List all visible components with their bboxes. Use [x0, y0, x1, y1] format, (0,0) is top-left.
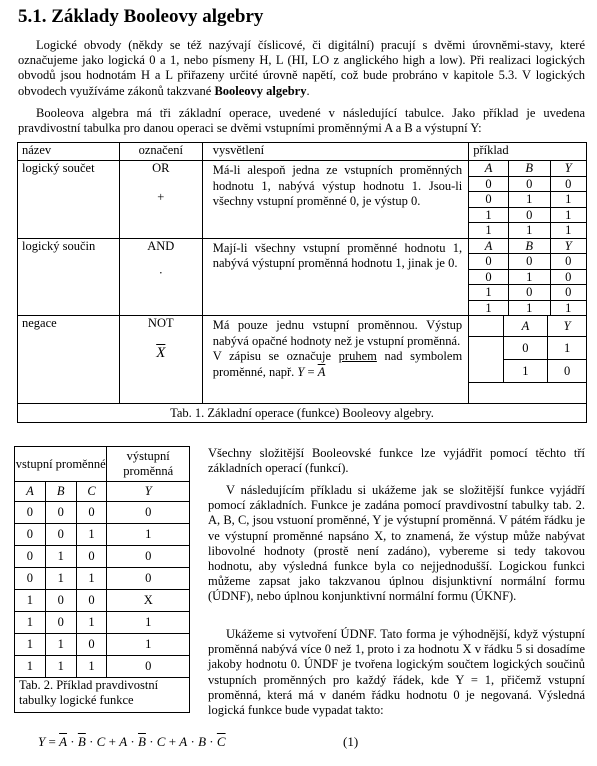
op-symbol-text: OR: [152, 161, 170, 175]
formula-var: $\overline{B}$: [77, 734, 86, 749]
ex-cell: 0: [550, 176, 586, 192]
formula-var: B: [198, 734, 207, 749]
truth-cell: 0: [76, 590, 107, 612]
op-description: Má-li alespoň jedna ze vstupních proměnných hodnotu 1, nabývá výstup hodnotu 1. Jsou-li všechny vstupní proměnné 0, je výstup 0.: [202, 161, 468, 239]
truth-cell: 1: [76, 612, 107, 634]
truth-cell: 0: [45, 590, 76, 612]
truth-col-header: C: [76, 482, 107, 502]
truth-cell: 0: [107, 546, 190, 568]
truth-cell: 0: [107, 656, 190, 678]
ex-cell: 1: [508, 269, 550, 285]
ex-cell: 1: [550, 207, 586, 223]
truth-cell: 0: [45, 612, 76, 634]
operations-table: [17, 142, 587, 423]
ex-head: B: [508, 239, 550, 254]
truth-cell: 1: [107, 612, 190, 634]
ex-cell: 1: [508, 300, 550, 315]
not-example-table: [469, 316, 586, 403]
op-description: [202, 316, 468, 404]
ex-cell: 0: [469, 254, 508, 270]
ops-row-and: [18, 238, 587, 316]
truth-cell: 0: [76, 546, 107, 568]
truth-cell: X: [107, 590, 190, 612]
ops-header-name: název: [18, 143, 120, 161]
formula-op: ·: [127, 734, 138, 749]
op-symbol-sign: ·: [158, 265, 163, 280]
ex-cell: 0: [469, 269, 508, 285]
ops-row-not: [18, 316, 587, 404]
formula-var: A: [119, 734, 128, 749]
ex-head: Y: [550, 161, 586, 176]
formula-op: ·: [67, 734, 78, 749]
ex-cell: 0: [469, 192, 508, 208]
truth-cell: 1: [107, 634, 190, 656]
truth-cell: 1: [45, 546, 76, 568]
page-title: 5.1. Základy Booleovy algebry: [18, 6, 264, 27]
truth-group-output: výstupní proměnná: [107, 447, 190, 482]
formula-var: Y: [38, 734, 46, 749]
formula-var: A: [179, 734, 188, 749]
op-symbol-sign: +: [157, 190, 165, 204]
op-desc-var: Y: [297, 364, 305, 379]
ex-cell: 0: [503, 337, 547, 360]
ex-cell: 0: [548, 360, 586, 383]
op-name: logický součin: [18, 238, 120, 316]
truth-table: [14, 446, 190, 713]
op-description: Mají-li všechny vstupní proměnné hodnotu 1, nabývá výstupní proměnná hodnotu 1, jinak je 0.: [202, 238, 468, 316]
truth-cell: 1: [45, 634, 76, 656]
formula-var: $\overline{A}$: [59, 734, 68, 749]
ex-cell: 0: [550, 254, 586, 270]
truth-cell: 0: [15, 502, 46, 524]
formula-var: C: [96, 734, 106, 749]
ops-header-symbol: označení: [119, 143, 202, 161]
op-symbol-sign: $\overline{X}$: [156, 345, 166, 361]
ex-head: Y: [548, 316, 586, 337]
truth-cell: 0: [76, 634, 107, 656]
intro-end: .: [306, 83, 310, 98]
ex-cell: 0: [469, 176, 508, 192]
truth-cell: 0: [15, 524, 46, 546]
formula-op: =: [45, 734, 60, 749]
ops-header-desc: vysvětlení: [202, 143, 468, 161]
truth-cell: 1: [76, 656, 107, 678]
truth-col-header: Y: [107, 482, 190, 502]
truth-cell: 0: [107, 502, 190, 524]
ex-cell: 0: [508, 254, 550, 270]
op-example: [469, 161, 587, 239]
truth-cell: 0: [15, 546, 46, 568]
ex-cell: 1: [469, 300, 508, 315]
ex-cell: 1: [548, 337, 586, 360]
op-example: [469, 238, 587, 316]
intro-bold: Booleovy algebry: [214, 83, 307, 98]
truth-cell: 1: [76, 568, 107, 590]
truth-col-header: A: [15, 482, 46, 502]
ex-head: A: [503, 316, 547, 337]
formula-op: ·: [206, 734, 217, 749]
truth-cell: 1: [45, 656, 76, 678]
ex-cell: 1: [550, 223, 586, 238]
formula-op: ·: [187, 734, 199, 749]
right-paragraph-2: V následujícím příkladu si ukážeme jak se složitější funkce vyjádří pomocí základních. Funkce je zadána pomocí pravdivostní tabulky tab. 2. A, B, C, jsou vstuoní proměnné, Y je výstupní proměnná. V pátém řádku je ve výstupní proměnné napsáno X, to znamená, že výstup může nabývat libovolné hodnoty (prostě není zadáno), vybereme si tedy takovou hodnotu, aby výsledná funkce byla co nejjednodušší. Logickou funkci můžeme zapsat jako takzvanou úplnou disjunktivní normální formu (ÚDNF), nebo úplnou konjunktivní normální formu (ÚKNF).: [208, 483, 585, 604]
truth-row: [15, 546, 190, 568]
intro-text: Logické obvody (někdy se též nazývají číslicové, či digitální) pracují s dvěmi úrovněmi-stavy, které označujeme jako logická 0 a 1, nebo písmeny H, L (HI, LO z anglického high a low). Při realizaci logických obvodů jsou hodnotám H a L přiřazeny určité úrovně napětí, což bude probráno v kapitole 5.3. V logických obvodech využíváme zákonů takzvané: [18, 38, 585, 98]
truth-cell: 0: [76, 502, 107, 524]
truth-row: [15, 502, 190, 524]
op-symbol-text: AND: [147, 238, 175, 253]
ex-cell: 0: [508, 285, 550, 301]
formula-op: ·: [85, 734, 97, 749]
truth-row: [15, 656, 190, 678]
ex-head: B: [508, 161, 550, 176]
formula-op: ·: [145, 734, 157, 749]
ex-cell: 1: [469, 223, 508, 238]
truth-table-caption: Tab. 2. Příklad pravdivostní tabulky logické funkce: [15, 678, 190, 713]
truth-cell: 1: [15, 590, 46, 612]
op-symbol-text: NOT: [147, 316, 174, 330]
truth-cell: 1: [15, 634, 46, 656]
ex-cell: 1: [469, 207, 508, 223]
ex-head: A: [469, 161, 508, 176]
truth-cell: 1: [107, 524, 190, 546]
truth-cell: 0: [45, 502, 76, 524]
ex-cell: 1: [503, 360, 547, 383]
truth-row: [15, 612, 190, 634]
right-paragraph-1: Všechny složitější Booleovské funkce lze vyjádřit pomocí těchto tří základních operací (funkcí).: [208, 446, 585, 476]
formula-var: $\overline{B}$: [137, 734, 146, 749]
ex-cell: 1: [550, 300, 586, 315]
truth-cell: 1: [15, 612, 46, 634]
truth-row: [15, 568, 190, 590]
ex-cell: 0: [550, 285, 586, 301]
ex-cell: 1: [550, 192, 586, 208]
ops-header-row: [18, 143, 587, 161]
ex-cell: 0: [508, 176, 550, 192]
truth-cell: 0: [15, 568, 46, 590]
truth-cell: 0: [107, 568, 190, 590]
intro-paragraph: [18, 38, 585, 99]
ops-table-caption: Tab. 1. Základní operace (funkce) Booleovy algebry.: [18, 404, 587, 423]
ex-cell: 0: [508, 207, 550, 223]
truth-row: [15, 524, 190, 546]
op-symbol: [119, 238, 202, 316]
op-symbol: [119, 316, 202, 404]
truth-cell: 1: [45, 568, 76, 590]
formula-var: C: [156, 734, 166, 749]
equation-number: (1): [343, 734, 359, 749]
op-desc-underline: pruhem: [338, 349, 377, 363]
op-desc-text: V zápisu se označuje: [212, 349, 339, 363]
formula-var: $\overline{C}$: [216, 734, 226, 749]
op-name: negace: [18, 316, 120, 404]
right-paragraph-3: Ukážeme si vytvoření ÚDNF. Tato forma je výhodnější, když výstupní proměnná nabývá více 0 než 1, proto i za hodnotu X v řádku 5 si dosadíme jakoby hodnotu 0. ÚNDF je tvořena logickým součtem logických součinů vstupních proměnných pro každý řádek, kde Y = 1, přičemž vstupní proměnná, která má v daném řádku hodnotu 0 je negovaná. Výsledná logická funkce bude vypadat takto:: [208, 627, 585, 718]
second-paragraph: Booleova algebra má tři základní operace, uvedené v následující tabulce. Jako příklad je uvedena pravdivostní tabulka pro danou operaci se dvěmi vstupními proměnnými A a B a výstupní Y:: [18, 106, 585, 136]
or-example-table: [469, 161, 586, 238]
formula-op: +: [105, 734, 120, 749]
truth-cell: 0: [45, 524, 76, 546]
truth-row: [15, 634, 190, 656]
truth-cell: 1: [76, 524, 107, 546]
formula: [38, 734, 226, 750]
truth-col-header: B: [45, 482, 76, 502]
and-example-table: [469, 239, 586, 316]
truth-group-inputs: vstupní proměnné: [15, 447, 107, 482]
op-name: logický součet: [18, 161, 120, 239]
ops-header-example: příklad: [469, 143, 587, 161]
ex-cell: 0: [550, 269, 586, 285]
op-desc-text: nad symbolem proměnné, např.: [212, 349, 463, 379]
op-desc-var: $\overline{A}$: [317, 364, 326, 379]
ex-cell: 1: [469, 285, 508, 301]
op-desc-eq: =: [304, 364, 318, 379]
op-desc-text: Má pouze jednu vstupní proměnnou. Výstup nabývá opačné hodnoty než je vstupní proměnná.: [212, 318, 463, 348]
ex-cell: 1: [508, 192, 550, 208]
truth-row: [15, 590, 190, 612]
op-example: [469, 316, 587, 404]
ex-head: Y: [550, 239, 586, 254]
formula-op: +: [165, 734, 180, 749]
ops-row-or: [18, 161, 587, 239]
op-symbol: [119, 161, 202, 239]
ex-head: A: [469, 239, 508, 254]
ex-cell: 1: [508, 223, 550, 238]
truth-cell: 1: [15, 656, 46, 678]
